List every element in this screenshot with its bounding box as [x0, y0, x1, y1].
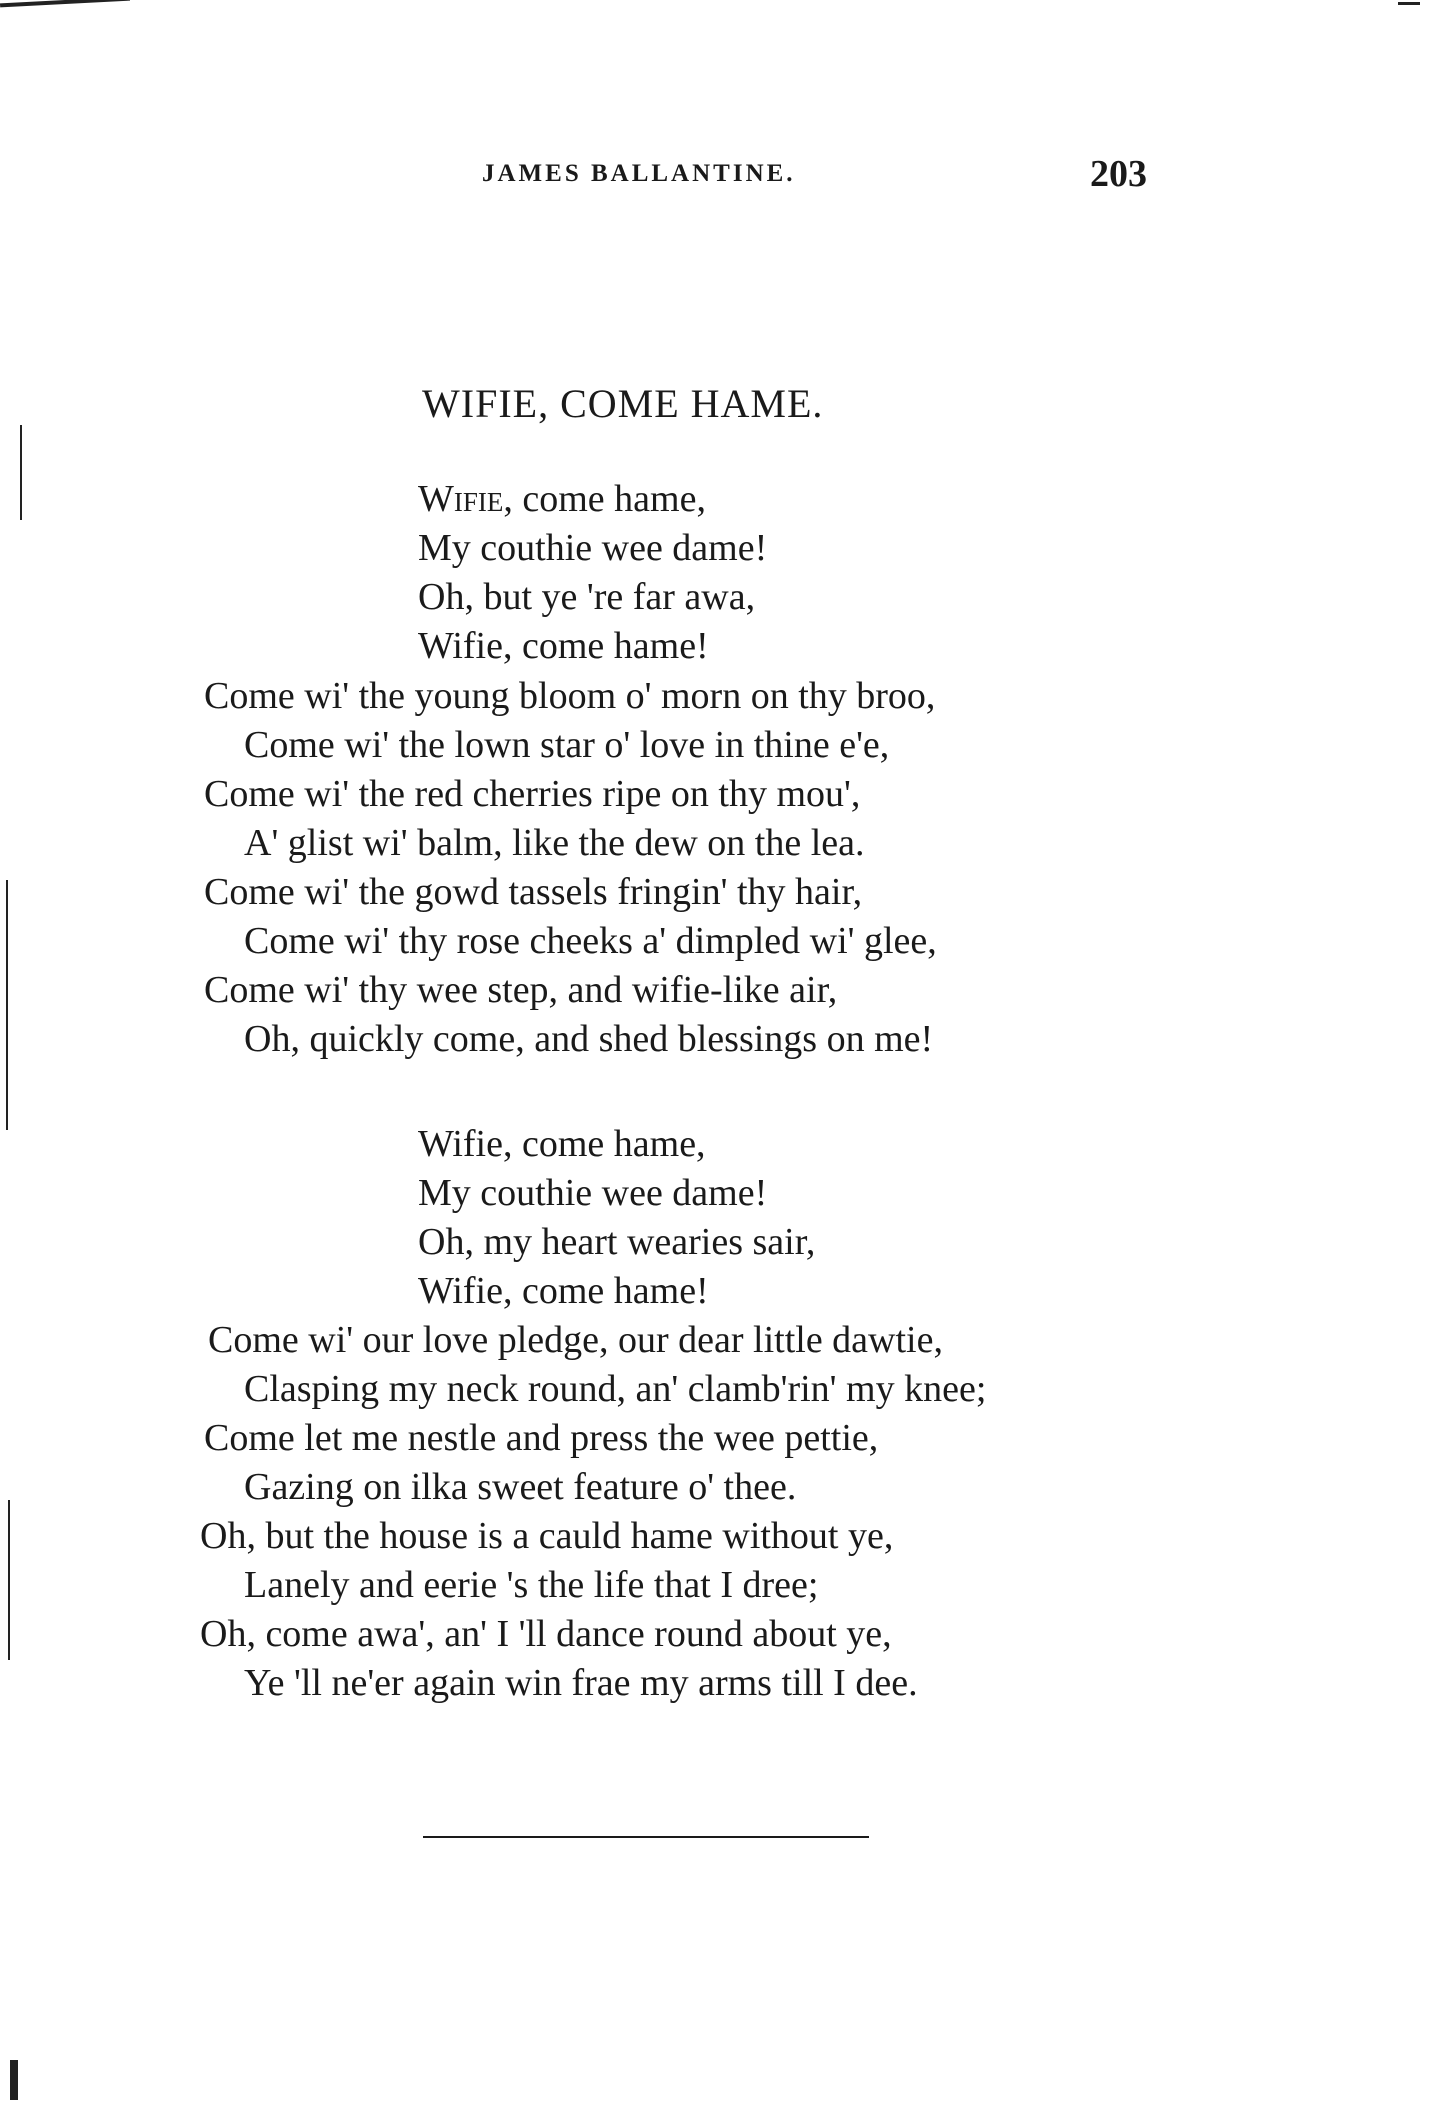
- stanza2-refrain-line-1: Wifie, come hame,: [418, 1123, 706, 1165]
- stanza1-line-3: Come wi' the red cherries ripe on thy mou',: [204, 773, 861, 815]
- stanza2-line-8: Ye 'll ne'er again win frae my arms till I dee.: [244, 1662, 918, 1704]
- corner-mark-top-left: [0, 0, 130, 7]
- stanza2-refrain-line-2: My couthie wee dame!: [418, 1172, 768, 1214]
- page-number: 203: [1090, 153, 1147, 195]
- poem-title: WIFIE, COME HAME.: [422, 381, 824, 426]
- stanza2-line-2: Clasping my neck round, an' clamb'rin' my knee;: [244, 1368, 987, 1410]
- stanza1-line-4: A' glist wi' balm, like the dew on the lea.: [244, 822, 865, 864]
- stanza1-line-8: Oh, quickly come, and shed blessings on me!: [244, 1018, 934, 1060]
- stanza2-refrain-line-4: Wifie, come hame!: [418, 1270, 709, 1312]
- stanza1-line-5: Come wi' the gowd tassels fringin' thy hair,: [204, 871, 863, 913]
- stanza1-refrain-line-2: My couthie wee dame!: [418, 527, 768, 569]
- running-head: JAMES BALLANTINE.: [482, 160, 796, 187]
- stanza1-refrain-line-1: Wifie, come hame,: [418, 478, 706, 520]
- stanza1-line-6: Come wi' thy rose cheeks a' dimpled wi' glee,: [244, 920, 937, 962]
- margin-mark-left-3: [8, 1500, 10, 1660]
- stanza1-line-7: Come wi' thy wee step, and wifie-like air,: [204, 969, 838, 1011]
- stanza2-line-6: Lanely and eerie 's the life that I dree;: [244, 1564, 819, 1606]
- stanza2-line-7: Oh, come awa', an' I 'll dance round about ye,: [200, 1613, 892, 1655]
- stanza2-line-5: Oh, but the house is a cauld hame without ye,: [200, 1515, 894, 1557]
- corner-mark-top-right: [1398, 2, 1420, 5]
- margin-mark-left-4: [10, 2060, 18, 2100]
- margin-mark-left-2: [6, 880, 8, 1130]
- stanza1-line-1: Come wi' the young bloom o' morn on thy broo,: [204, 675, 936, 717]
- stanza2-line-1: Come wi' our love pledge, our dear little dawtie,: [208, 1319, 943, 1361]
- stanza2-refrain-line-3: Oh, my heart wearies sair,: [418, 1221, 816, 1263]
- stanza1-line-2: Come wi' the lown star o' love in thine e'e,: [244, 724, 890, 766]
- stanza2-line-4: Gazing on ilka sweet feature o' thee.: [244, 1466, 797, 1508]
- stanza1-refrain-line-4: Wifie, come hame!: [418, 625, 709, 667]
- margin-mark-left-1: [20, 425, 22, 520]
- stanza2-line-3: Come let me nestle and press the wee pettie,: [204, 1417, 879, 1459]
- closing-rule: [423, 1836, 869, 1838]
- stanza1-refrain-line-3: Oh, but ye 're far awa,: [418, 576, 756, 618]
